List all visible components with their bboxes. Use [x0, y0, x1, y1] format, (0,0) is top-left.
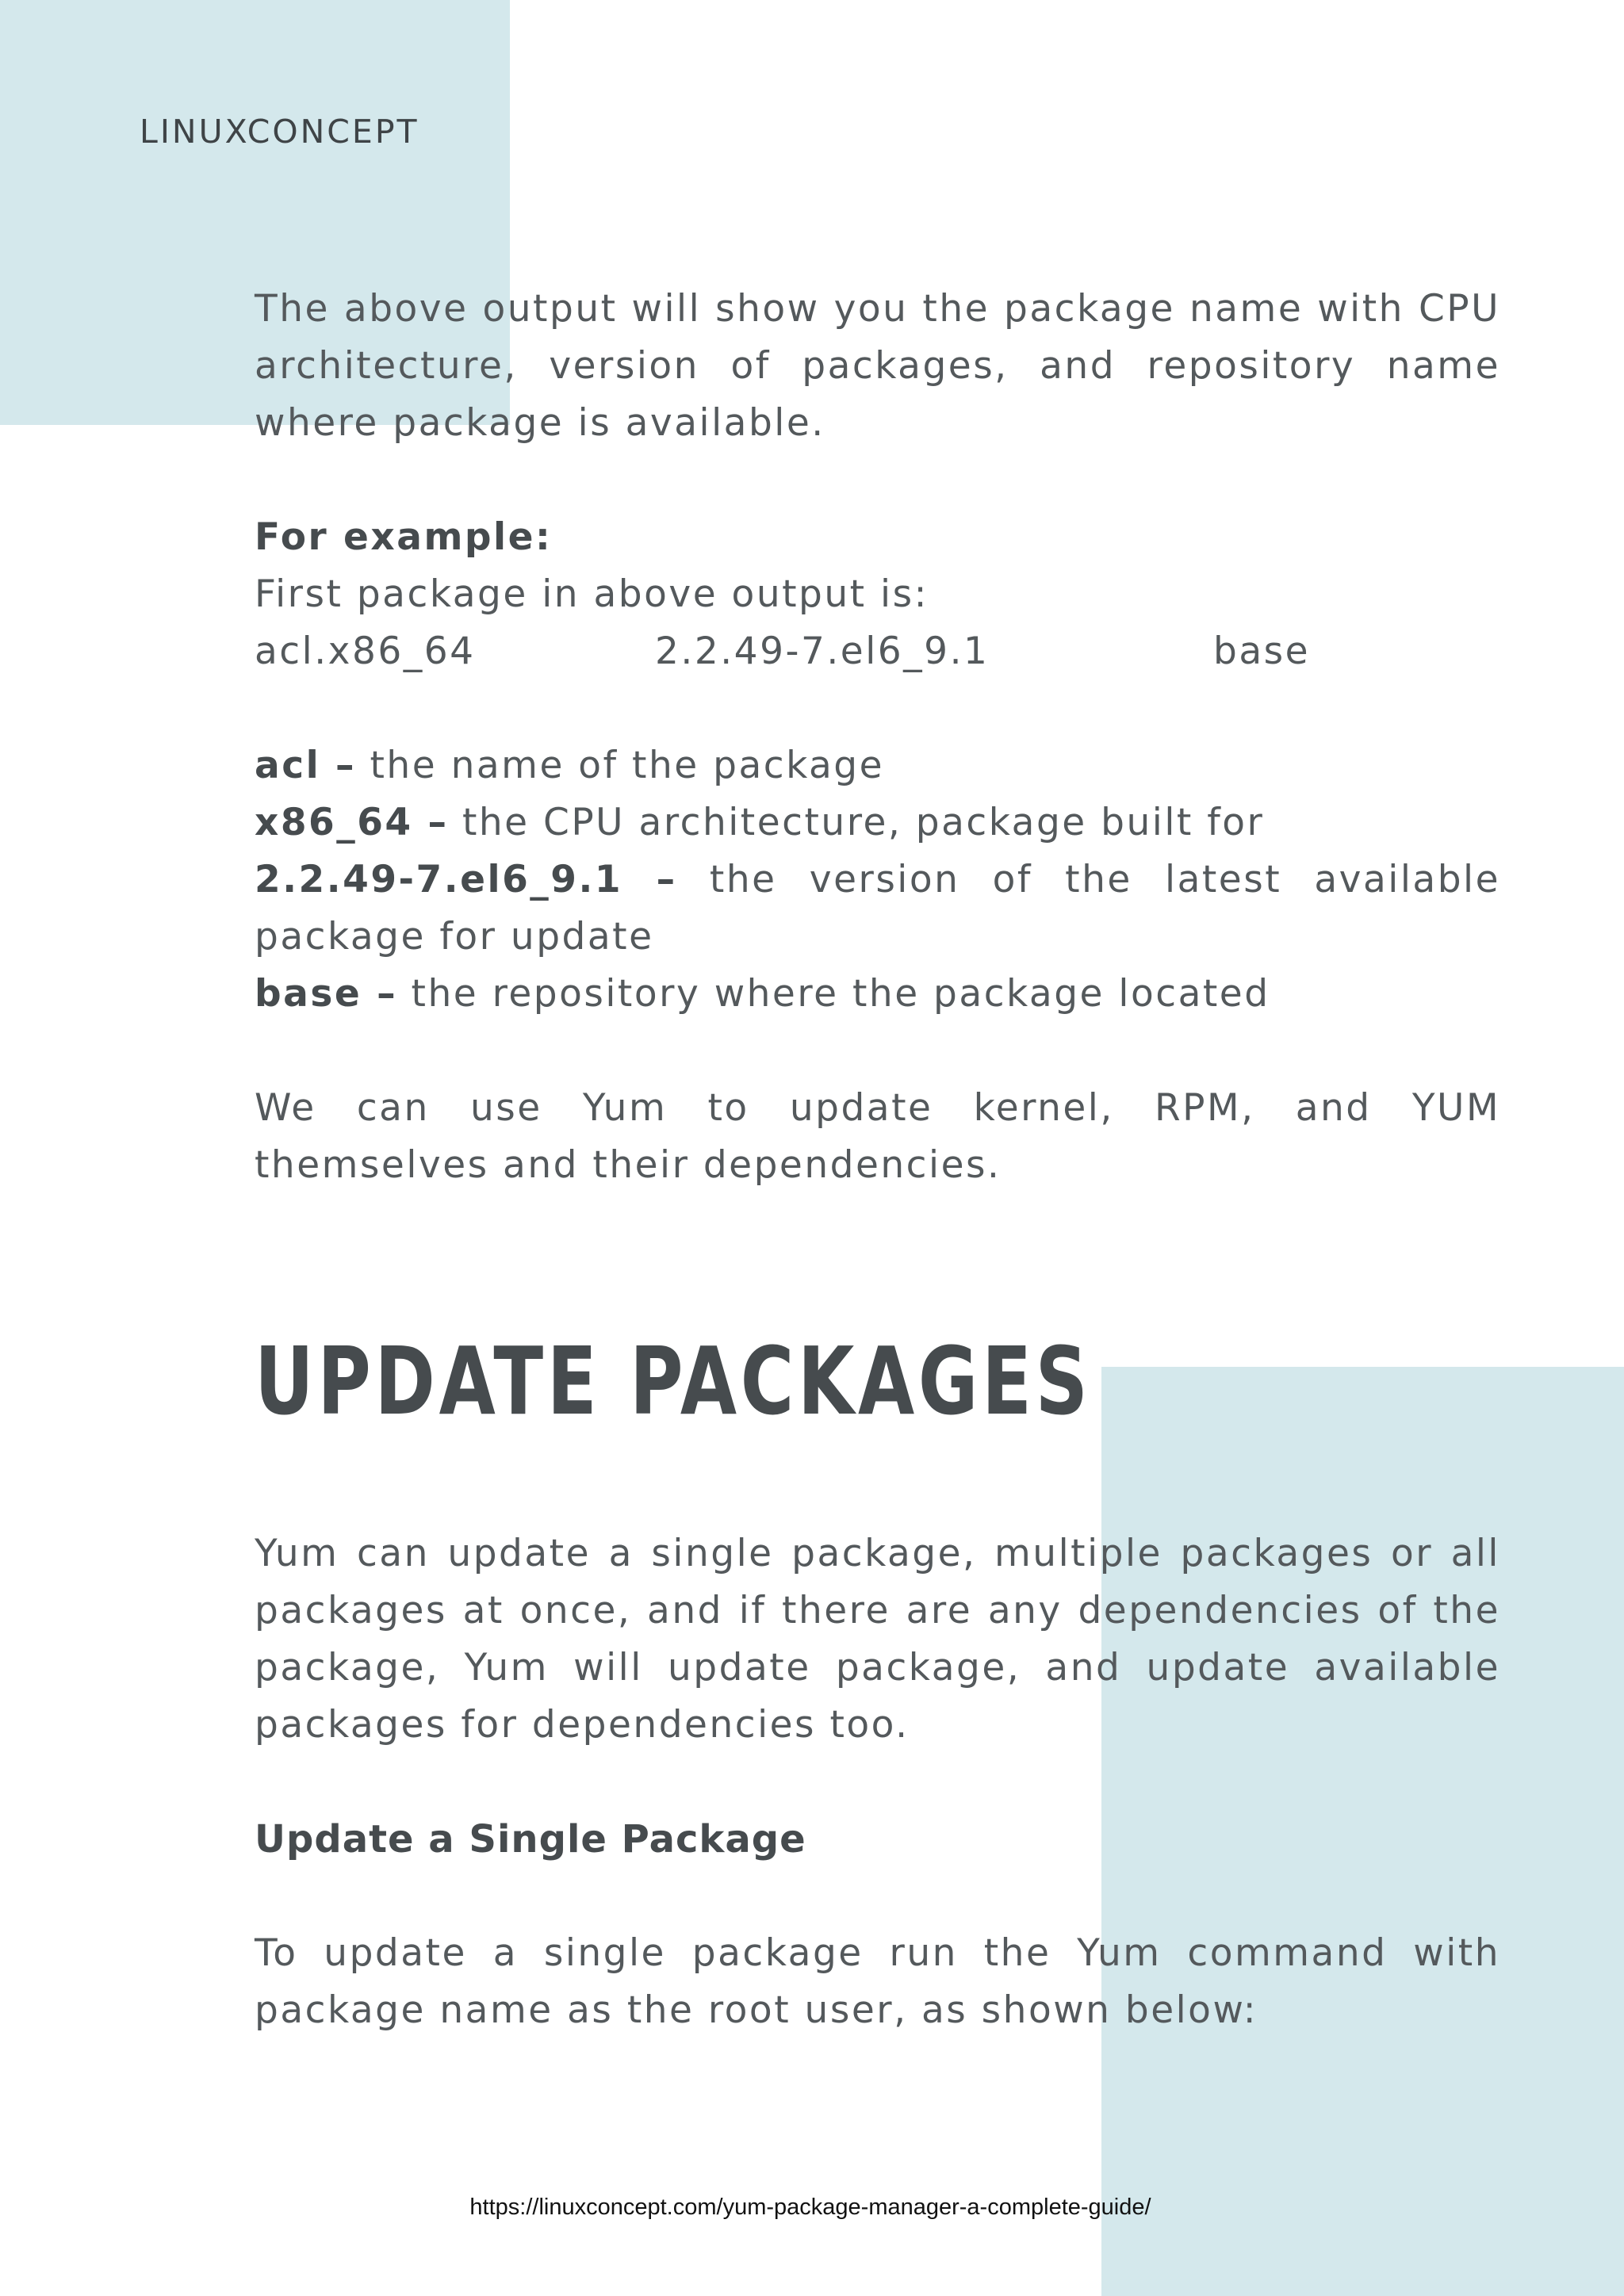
section-intro-paragraph: Yum can update a single package, multiple packages or all packages at once, and if there are any dependencies of the package, Yum will update package, and update available packages for dependencies too.: [255, 1532, 1500, 1747]
example-package-name: acl.x86_64: [255, 629, 476, 673]
page-body: [255, 281, 1500, 1194]
footer-url: [0, 2195, 1624, 2221]
definition-term: 2.2.49-7.el6_9.1 –: [255, 858, 677, 901]
definition-desc: the CPU architecture, package built for: [448, 801, 1265, 844]
intro-paragraph: The above output will show you the package name with CPU architecture, version of packages, and repository name where package is available.: [255, 287, 1500, 445]
definition-term: acl –: [255, 744, 357, 787]
definition-item: [255, 794, 1500, 851]
definition-desc: the version of the latest available package for update: [255, 858, 1500, 959]
footer-link[interactable]: https://linuxconcept.com/yum-package-manager-a-complete-guide/: [469, 2195, 1151, 2220]
definition-item: [255, 851, 1500, 966]
definition-term: x86_64 –: [255, 801, 449, 844]
example-output-row: [255, 623, 1500, 680]
definition-item: [255, 966, 1500, 1023]
definition-desc: the name of the package: [356, 744, 885, 787]
section-body: [255, 1525, 1500, 2039]
example-package-repo: base: [1213, 629, 1311, 673]
yum-note-paragraph: We can use Yum to update kernel, RPM, and YUM themselves and their dependencies.: [255, 1086, 1500, 1187]
brand-name: LINUXCONCEPT: [140, 113, 419, 151]
section-heading: UPDATE PACKAGES: [255, 1326, 1092, 1436]
example-label: For example:: [255, 515, 553, 559]
subsection-heading: Update a Single Package: [255, 1817, 806, 1862]
definition-desc: the repository where the package located: [397, 972, 1270, 1016]
definition-term: base –: [255, 972, 398, 1016]
example-first-line: First package in above output is:: [255, 572, 929, 616]
example-package-version: 2.2.49-7.el6_9.1: [655, 629, 990, 673]
definition-item: [255, 737, 1500, 794]
subsection-paragraph: To update a single package run the Yum command with package name as the root user, as shown below:: [255, 1931, 1500, 2032]
